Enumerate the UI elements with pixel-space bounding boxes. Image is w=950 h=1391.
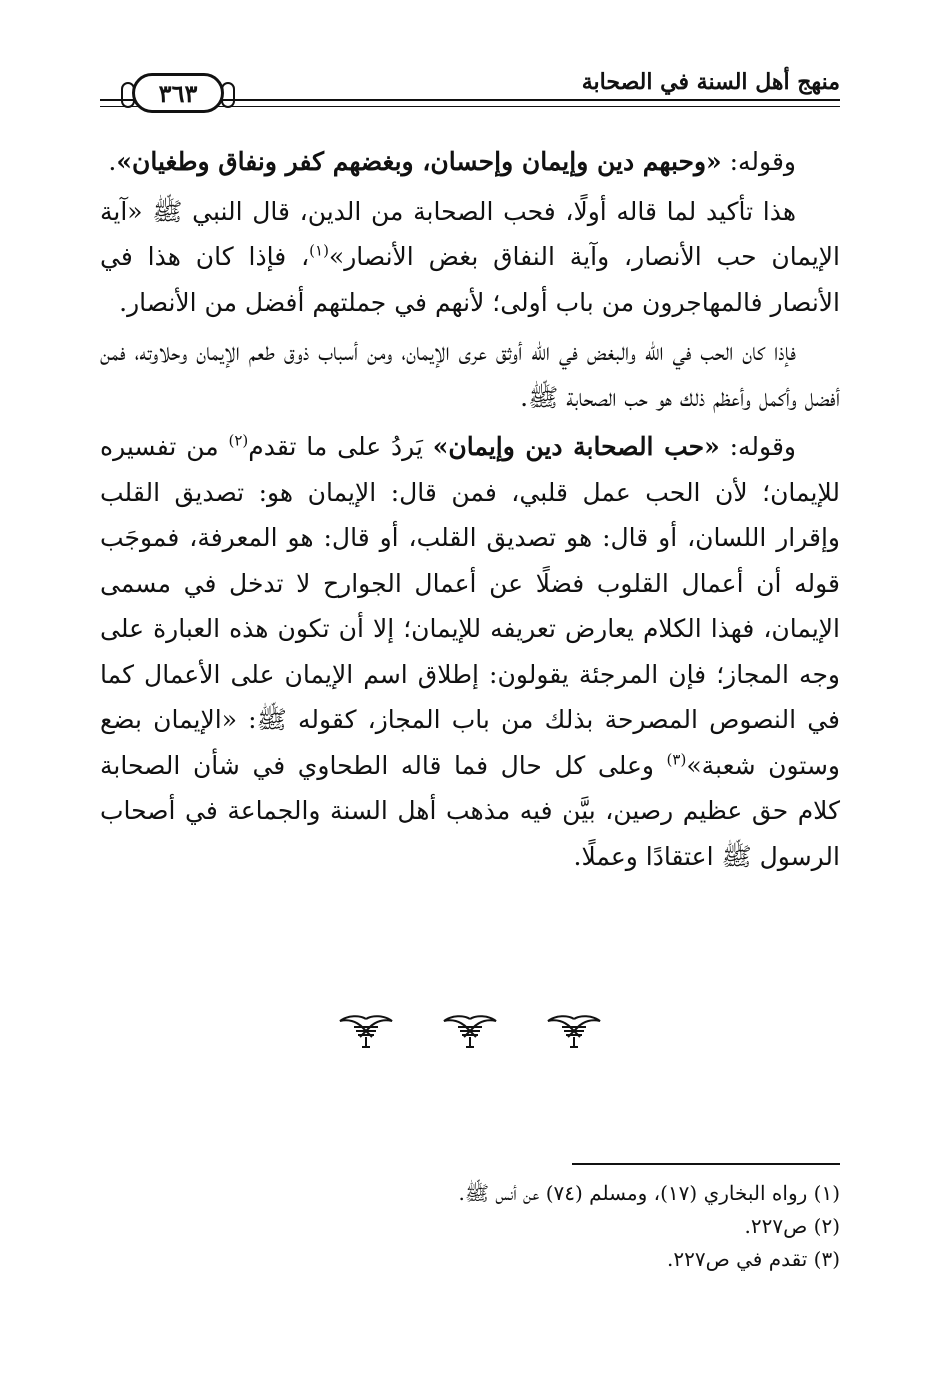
section-divider [100, 1013, 840, 1053]
header-title: منهج أهل السنة في الصحابة [581, 69, 840, 95]
footnote-ref[interactable]: (١) [309, 241, 329, 260]
paragraph-3 [100, 329, 840, 420]
quoted-text: «وحبهم دين وإيمان وإحسان، وبغضهم كفر ونفاق وطغيان» [116, 147, 722, 176]
page-number: ٣٦٣ [158, 78, 198, 108]
footnote-2: (٢) ص٢٢٧. [744, 1214, 840, 1238]
paragraph-lead: وقوله: [719, 432, 796, 461]
footnotes [100, 1177, 840, 1276]
running-header [100, 55, 840, 115]
footnote-ref[interactable]: (٣) [666, 750, 687, 769]
paragraph-4 [100, 424, 840, 879]
paragraph-text: من تفسيره للإيمان؛ لأن الحب عمل قلبي، فمن قال: الإيمان هو: تصديق القلب وإقرار اللسان، أو قال: هو تصديق القلب، أو قال: هو المعرفة، فموجَب قوله أن أعمال القلوب فضلًا عن أعمال الجوارح لا تدخل في مسمى الإيمان، فهذا الكلام يعارض تعريفه للإيمان؛ إلا أن تكون هذه العبارة على وجه المجاز؛ فإن المرجئة يقولون: إطلاق اسم الإيمان على الأعمال كما في النصوص المصرحة بذلك من باب المجاز، كقوله ﷺ: «الإيمان بضع وستون شعبة» [100, 432, 840, 780]
main-text [100, 139, 840, 883]
paragraph-text: فإذا كان الحب في الله والبغض في الله أوثق عرى الإيمان، ومن أسباب ذوق طعم الإيمان وحلاوته، فمن أفضل وأكمل وأعظم ذلك هو حب الصحابة ﷺ. [100, 337, 840, 412]
quoted-text: «حب الصحابة دين وإيمان» [432, 432, 720, 461]
page-number-frame [132, 73, 224, 113]
footnote-ref[interactable]: (٢) [228, 431, 249, 450]
paragraph-text: وعلى كل حال فما قاله الطحاوي في شأن الصحابة كلام حق عظيم رصين، بيَّن فيه مذهب أهل السنة والجماعة في أصحاب الرسول ﷺ اعتقادًا وعملًا. [100, 750, 840, 871]
paragraph-text: يَردُ على ما تقدم [248, 432, 433, 461]
paragraph-tail: . [108, 147, 117, 176]
floral-ornament-icon [334, 1013, 398, 1049]
paragraph-1 [100, 139, 840, 185]
paragraph-2 [100, 189, 840, 326]
footnote-separator [572, 1163, 840, 1165]
paragraph-lead: وقوله: [721, 147, 796, 176]
paragraph-text: هذا تأكيد لما قاله أولًا، فحب الصحابة من الدين، قال النبي ﷺ «آية الإيمان حب الأنصار، وآية النفاق بغض الأنصار» [100, 196, 840, 271]
footnote-3: (٣) تقدم في ص٢٢٧. [666, 1247, 840, 1271]
book-page [100, 55, 840, 1355]
footnote-1: (١) رواه البخاري (١٧)، ومسلم (٧٤) عن أنس ﷺ. [458, 1181, 840, 1205]
floral-ornament-icon [542, 1013, 606, 1049]
floral-ornament-icon [438, 1013, 502, 1049]
paragraph-text: ، فإذا كان هذا في الأنصار فالمهاجرون من باب أولى؛ لأنهم في جملتهم أفضل من الأنصار. [100, 242, 840, 317]
